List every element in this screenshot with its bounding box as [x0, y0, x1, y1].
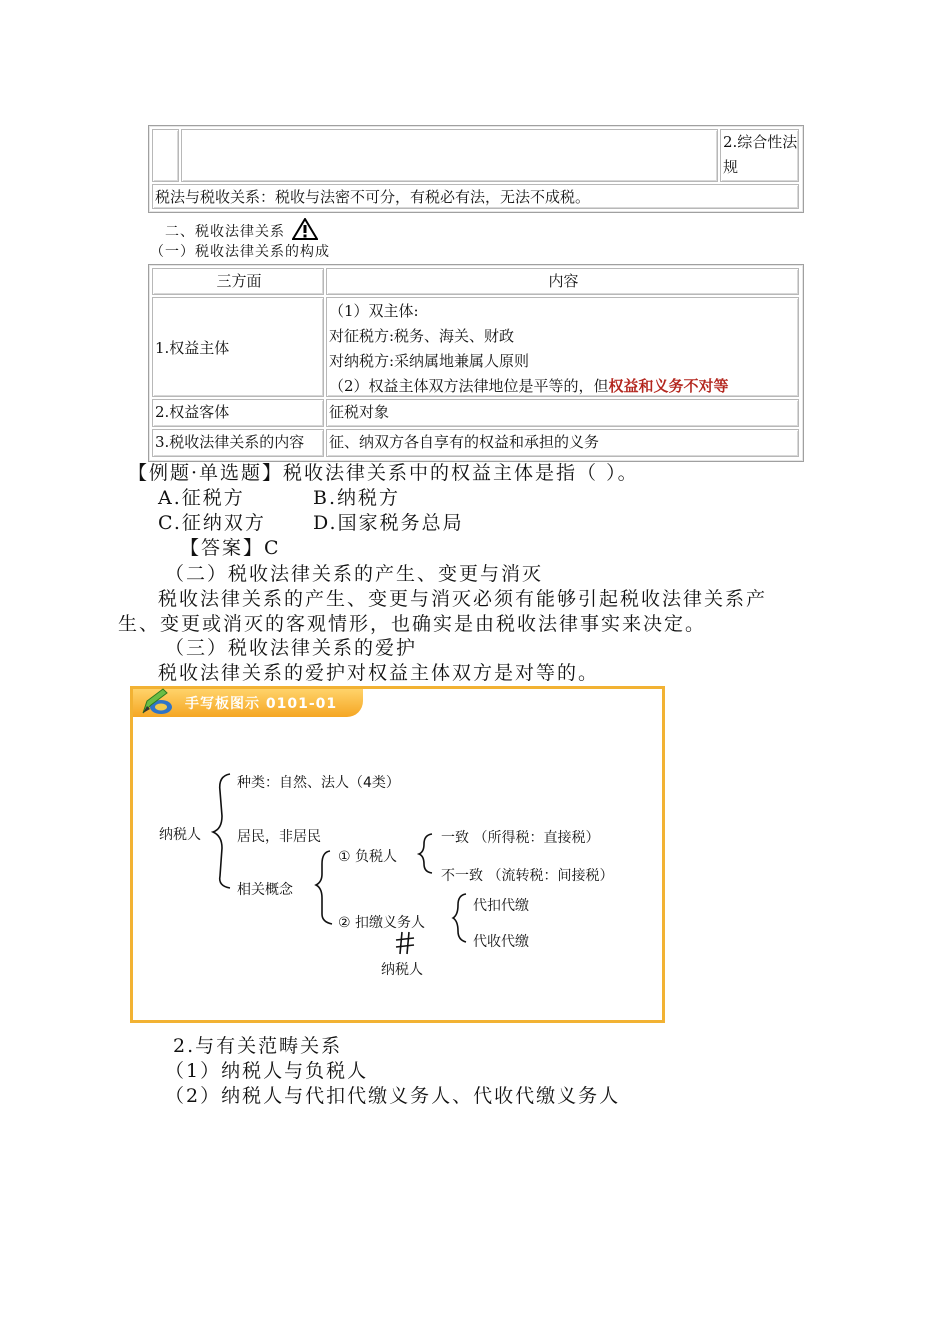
mind-root: 纳税人: [159, 827, 201, 843]
option-a: A.征税方: [158, 487, 245, 509]
mind-burden-same: 一致 （所得税：直接税）: [441, 830, 600, 846]
top-table: [148, 125, 804, 213]
row-content-content: 征、纳双方各自享有的权益和承担的义务: [326, 429, 799, 457]
mind-resident: 居民，非居民: [237, 829, 321, 845]
option-c: C.征纳双方: [158, 512, 266, 534]
top-table-cell-empty-2: [181, 129, 718, 182]
top-table-cell-empty-1: [152, 129, 179, 182]
heading-protect: （三）税收法律关系的爱护: [165, 637, 418, 659]
content-line: [329, 374, 798, 397]
mind-withhold-b: 代收代缴: [473, 934, 529, 950]
tail-heading: 2.与有关范畴关系: [173, 1035, 343, 1057]
row-object-content: 征税对象: [326, 399, 799, 427]
heading-produce: （二）税收法律关系的产生、变更与消灭: [165, 563, 544, 585]
para-produce-2: 生、变更或消灭的客观情形，也确实是由税收法律事实来决定。: [118, 613, 707, 635]
mind-burden-diff: 不一致 （流转税：间接税）: [441, 868, 614, 884]
mind-withhold-a: 代扣代缴: [473, 898, 529, 914]
tail-line-1: （1）纳税人与负税人: [165, 1060, 369, 1082]
top-table-cell-law-type: 2.综合性法规: [720, 129, 799, 182]
section-subtitle: （一）税收法律关系的构成: [150, 244, 330, 260]
mind-burden: ① 负税人: [338, 849, 398, 865]
content-line: 对纳税方:采纳属地兼属人原则: [329, 352, 530, 370]
content-line: 对征税方:税务、海关、财政: [329, 327, 515, 345]
mind-concept: 相关概念: [237, 882, 293, 898]
mind-withhold: ② 扣缴义务人: [338, 915, 426, 931]
mind-bottom: 纳税人: [381, 962, 423, 978]
content-line: （1）双主体:: [329, 302, 419, 320]
header-aspect: 三方面: [152, 268, 324, 295]
top-table-row-tax-law: 税法与税收关系：税收与法密不可分，有税必有法，无法不成税。: [152, 184, 799, 209]
mind-type: 种类：自然、法人（4类）: [237, 775, 400, 791]
option-d: D.国家税务总局: [313, 512, 464, 534]
content-emphasis: 权益和义务不对等: [608, 377, 729, 395]
header-content: 内容: [326, 268, 799, 295]
section-title-text: 二、税收法律关系: [165, 224, 285, 240]
example-question: 【例题·单选题】税收法律关系中的权益主体是指（ ）。: [128, 462, 639, 484]
row-subject-aspect: 1.权益主体: [152, 297, 324, 397]
handwriting-panel: [130, 686, 665, 1023]
para-produce-1: 税收法律关系的产生、变更与消灭必须有能够引起税收法律关系产: [158, 588, 768, 610]
para-protect: 税收法律关系的爱护对权益主体双方是对等的。: [158, 662, 600, 684]
answer: 【答案】C: [180, 537, 281, 559]
row-subject-content: [326, 297, 799, 397]
content-plain: （2）权益主体双方法律地位是平等的，但: [329, 377, 609, 395]
row-content-aspect: 3.税收法律关系的内容: [152, 429, 324, 457]
row-object-aspect: 2.权益客体: [152, 399, 324, 427]
option-b: B.纳税方: [313, 487, 401, 509]
tail-line-2: （2）纳税人与代扣代缴义务人、代收代缴义务人: [165, 1085, 621, 1107]
relation-table: [148, 264, 804, 462]
handwriting-title: 手写板图示 0101-01: [185, 696, 338, 712]
